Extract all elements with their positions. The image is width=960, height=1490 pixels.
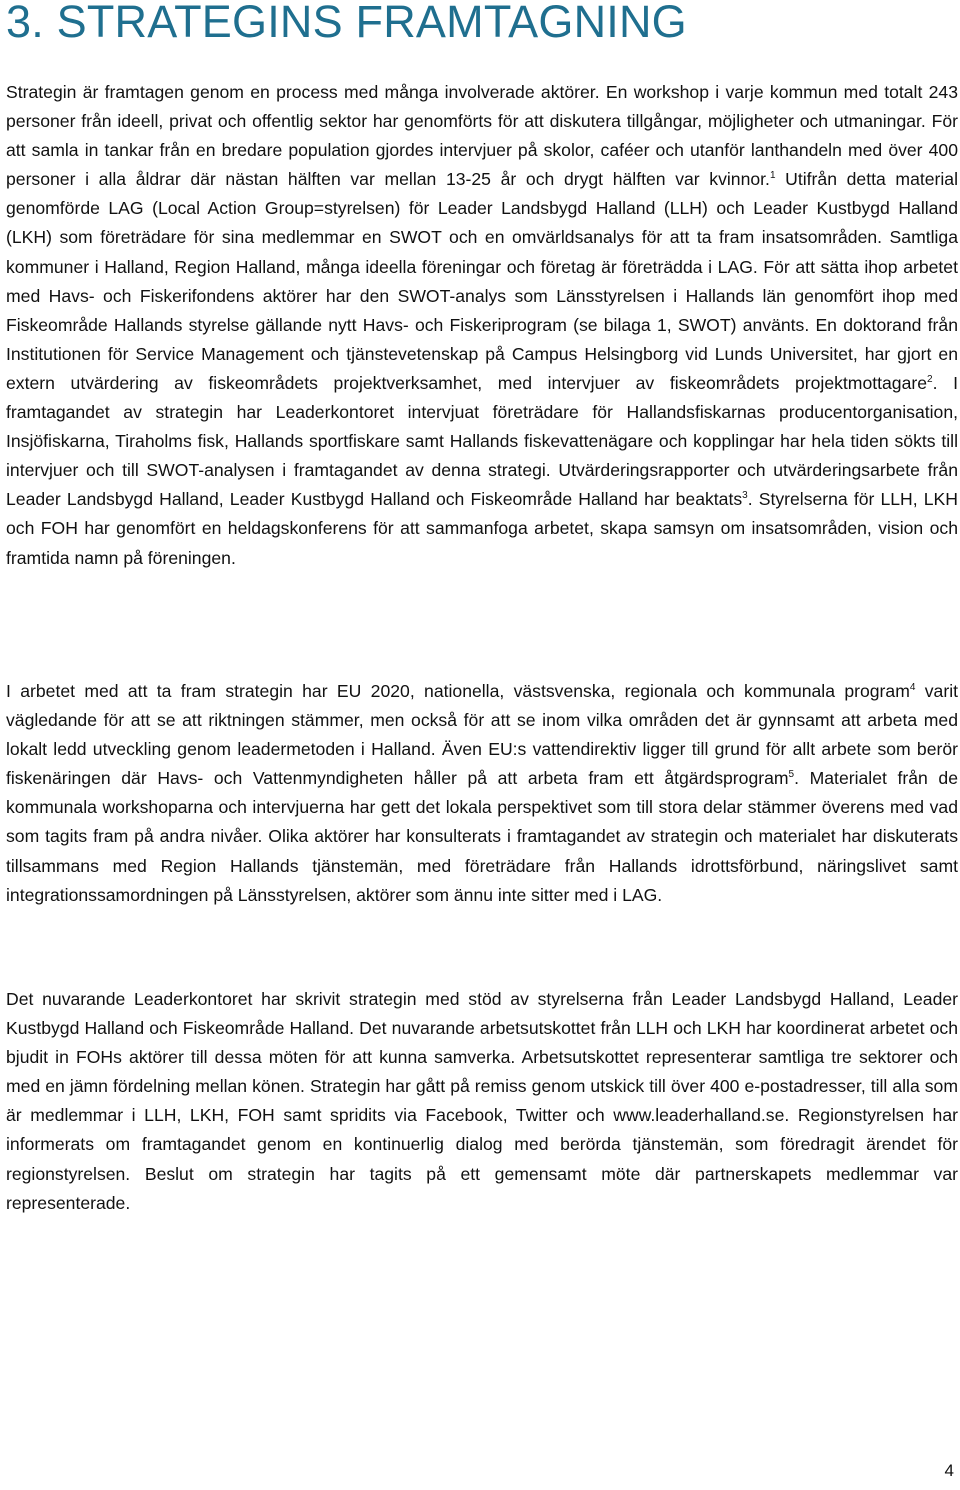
paragraph-text: . Materialet från de kommunala workshoparna och intervjuerna har gett det lokala perspektivet som till stora delar stämmer överens med vad som tagits fram på andra nivåer. Olika aktörer har konsulterats i framtagandet av strategin och materialet har diskuterats tillsammans med Region Hallands tjänstemän, med företrädare från Hallands idrottsförbund, näringslivet samt integrationssamordningen på Länsstyrelsen, aktörer som ännu inte sitter med i LAG. [6, 768, 958, 905]
section-heading: 3. STRATEGINS FRAMTAGNING [6, 0, 687, 47]
paragraph-text: varit vägledande för att se att riktningen stämmer, men också för att se inom vilka områden det är gynnsamt att arbeta med lokalt ledd utveckling genom leadermetoden i Halland. Även EU:s vattendirektiv ligger till grund för allt arbete som berör fiskenäringen där Havs- och Vattenmyndigheten håller på att arbeta fram ett åtgärdsprogram [6, 681, 958, 789]
paragraph-text: Utifrån detta material genomförde LAG (Local Action Group=styrelsen) för Leader Landsbygd Halland (LLH) och Leader Kustbygd Halland (LKH) som företrädare för sina medlemmar en SWOT och en omvärldsanalys för att ta fram insatsområden. Samtliga kommuner i Halland, Region Halland, många ideella föreningar och företag är företrädda i LAG. För att sätta ihop arbetet med Havs- och Fiskerifondens aktörer har den SWOT-analys som Länsstyrelsen i Hallands län genomfört ihop med Fiskeområde Hallands styrelse gällande nytt Havs- och Fiskeriprogram (se bilaga 1, SWOT) använts. En doktorand från Institutionen för Service Management och tjänstevetenskap på Campus Helsingborg vid Lunds Universitet, har gjort en extern utvärdering av fiskeområdets projektverksamhet, med intervjuer av fiskeområdets projektmottagare [6, 169, 958, 393]
paragraph-process [6, 78, 958, 573]
footnote-ref-1[interactable]: 1 [769, 170, 776, 182]
page-number: 4 [944, 1461, 954, 1480]
paragraph-eu2020 [6, 677, 958, 910]
paragraph-text: I arbetet med att ta fram strategin har EU 2020, nationella, västsvenska, regionala och kommunala program [6, 681, 910, 701]
paragraph-text: Strategin är framtagen genom en process med många involverade aktörer. En workshop i varje kommun med totalt 243 personer från ideell, privat och offentlig sektor har genomförts för att diskutera tillgångar, möjligheter och utmaningar. För att samla in tankar från en bredare population gjordes intervjuer på skolor, caféer och utanför lanthandeln med över 400 personer i alla åldrar där nästan hälften var mellan 13-25 år och drygt hälften var kvinnor. [6, 82, 958, 190]
footnote-ref-2[interactable]: 2 [927, 374, 933, 386]
footnote-ref-3[interactable]: 3 [742, 490, 748, 502]
footnote-ref-5[interactable]: 5 [788, 769, 795, 781]
paragraph-text: . Styrelserna för LLH, LKH och FOH har genomfört en heldagskonferens för att sammanfoga arbetet, skapa samsyn om insatsområden, vision och framtida namn på föreningen. [6, 489, 958, 568]
paragraph-text: Det nuvarande Leaderkontoret har skrivit strategin med stöd av styrelserna från Leader Landsbygd Halland, Leader Kustbygd Halland och Fiskeområde Halland. Det nuvarande arbetsutskottet från LLH och LKH har koordinerat arbetet och bjudit in FOHs aktörer till dessa möten för att kunna samverka. Arbetsutskottet representerar samtliga tre sektorer och med en jämn fördelning mellan könen. Strategin har gått på remiss genom utskick till över 400 e-postadresser, till alla som är medlemmar i LLH, LKH, FOH samt spridits via Facebook, Twitter och www.leaderhalland.se. Regionstyrelsen har informerats om framtagandet genom en kontinuerlig dialog med berörda tjänstemän, som föredragit ärendet för regionstyrelsen. Beslut om strategin har tagits på ett gemensamt möte där partnerskapets medlemmar var representerade. [6, 989, 958, 1213]
paragraph-leaderkontoret [6, 985, 958, 1218]
paragraph-text: . I framtagandet av strategin har Leaderkontoret intervjuat företrädare för Hallandsfiskarnas producentorganisation, Insjöfiskarna, Tiraholms fisk, Hallands sportfiskare samt Hallands fiskevattenägare och kopplingar har hela tiden sökts till intervjuer och till SWOT-analysen i framtagandet av denna strategi. Utvärderingsrapporter och utvärderingsarbete från Leader Landsbygd Halland, Leader Kustbygd Halland och Fiskeområde Halland har beaktats [6, 372, 959, 510]
footnote-ref-4[interactable]: 4 [909, 682, 916, 694]
